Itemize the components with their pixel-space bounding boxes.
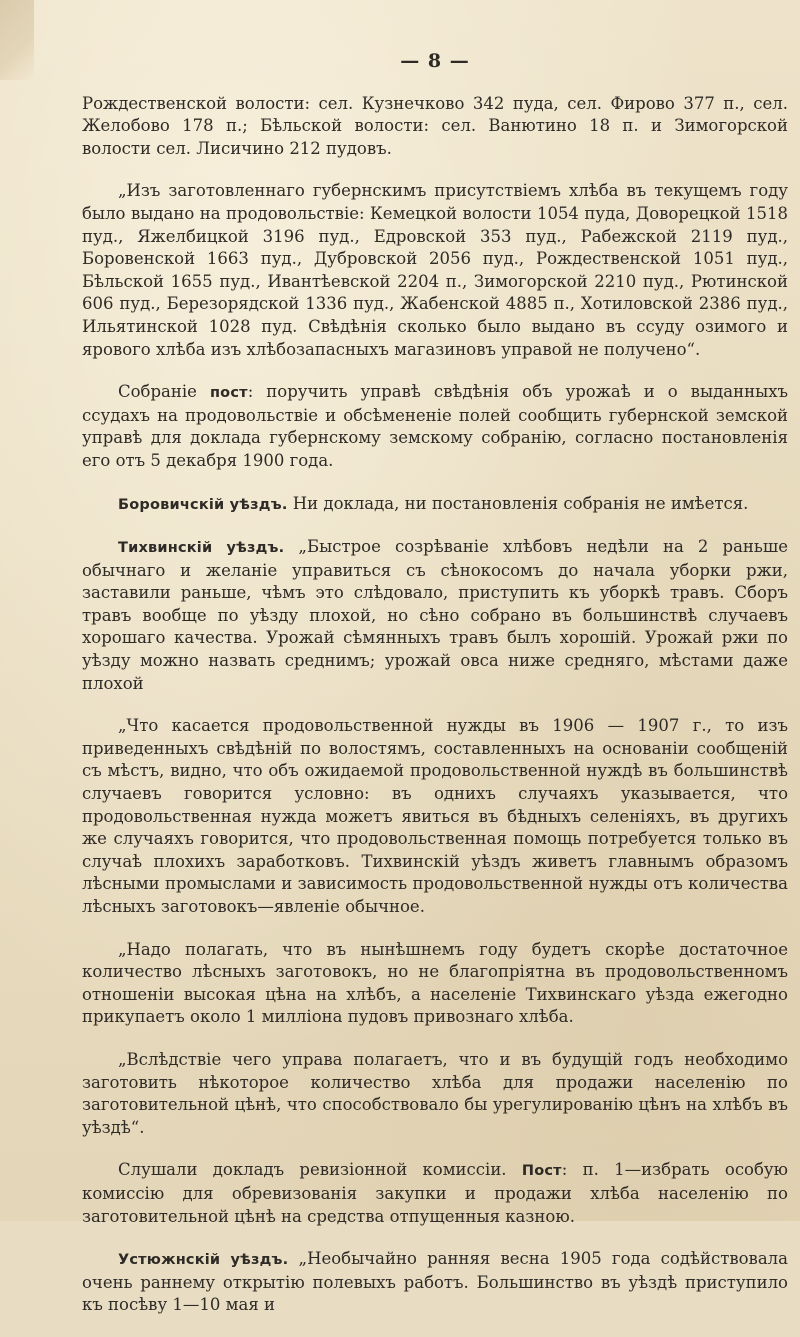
paragraph-3-lead: Собраніе xyxy=(118,382,197,402)
paragraph-9-text: : п. 1—избрать особую комиссію для обревизованія закупки и продажи хлѣба населенію по заготовительной цѣнѣ на средства отпущенныя казною. xyxy=(82,1160,788,1226)
page-content xyxy=(82,50,788,1337)
section-heading-ustyuzhna: Устюжнскій уѣздъ. xyxy=(118,1252,289,1269)
paragraph-6-text: „Что касается продовольственной нужды въ 1906 — 1907 г., то изъ приведенныхъ свѣдѣній по волостямъ, составленныхъ на основаніи сообщеній съ мѣстъ, видно, что объ ожидаемой продовольственной нуждѣ въ большинствѣ случаевъ говорится условно: въ однихъ случаяхъ указывается, что продовольственная нужда можетъ явиться въ бѣдныхъ селеніяхъ, въ другихъ же случаяхъ говорится, что продовольственная помощь потребуется только въ случаѣ плохихъ заработковъ. Тихвинскій уѣздъ живетъ главнымъ образомъ лѣсными промыслами и зависимость продовольственной нужды отъ количества лѣсныхъ заготовокъ—явленіе обычное. xyxy=(82,716,788,916)
section-heading-tikhvin: Тихвинскій уѣздъ. xyxy=(118,540,285,557)
paragraph-3-text: : поручить управѣ свѣдѣнія объ урожаѣ и о выданныхъ ссудахъ на продовольствіе и обсѣмененіе полей сообщить губернской земской управѣ для доклада губернскому земскому собранію, согласно постановленія его отъ 5 декабря 1900 года. xyxy=(82,382,789,470)
section-heading-borovichi: Боровичскій уѣздъ. xyxy=(118,496,288,513)
paragraph-9-lead: Слушали докладъ ревизіонной комиссіи. xyxy=(118,1160,507,1180)
resolution-label-2: Пост xyxy=(521,1163,562,1180)
paragraph-2 xyxy=(82,180,788,361)
paragraph-9 xyxy=(82,1159,788,1228)
paragraph-1 xyxy=(82,93,788,161)
paragraph-tikhvin-text: „Быстрое созрѣваніе хлѣбовъ недѣли на 2 раньше обычнаго и желаніе управиться съ сѣнокосомъ до начала уборки ржи, заставили раньше, чѣмъ это слѣдовало, приступить къ уборкѣ травъ. Сборъ травъ вообще по уѣзду плохой, но сѣно собрано въ большинствѣ случаевъ хорошаго качества. Урожай сѣмянныхъ травъ былъ хорошій. Урожай ржи по уѣзду можно назвать среднимъ; урожай овса ниже средняго, мѣстами даже плохой xyxy=(82,537,788,693)
paragraph-8-text: „Вслѣдствіе чего управа полагаетъ, что и въ будущій годъ необходимо заготовить нѣкоторое количество хлѣба для продажи населенію по заготовительной цѣнѣ, что способствовало бы урегулированію цѣнъ на хлѣбъ въ уѣздѣ“. xyxy=(82,1049,788,1137)
paragraph-3 xyxy=(82,381,788,472)
paragraph-6 xyxy=(82,715,788,918)
paragraph-borovichi xyxy=(82,493,788,517)
paragraph-7-text: „Надо полагать, что въ нынѣшнемъ году будетъ скорѣе достаточное количество лѣсныхъ заготовокъ, но не благопріятна въ продовольственномъ отношеніи высокая цѣна на хлѣбъ, а населеніе Тихвинскаго уѣзда ежегодно прикупаетъ около 1 милліона пудовъ привознаго хлѣба. xyxy=(82,939,788,1027)
paragraph-2-text: „Изъ заготовленнаго губернскимъ присутствіемъ хлѣба въ текущемъ году было выдано на продовольствіе: Кемецкой волости 1054 пуда, Доворецкой 1518 пуд., Яжелбицкой 3196 пуд., Едровской 353 пуд., Рабежской 2119 пуд., Боровенской 1663 пуд., Дубровской 2056 пуд., Рождественской 1051 пуд., Бѣльской 1655 пуд., Ивантѣевской 2204 п., Зимогорской 2210 пуд., Рютинской 606 пуд., Березорядской 1336 пуд., Жабенской 4885 п., Хотиловской 2386 пуд., Ильятинской 1028 пуд. Свѣдѣнія сколько было выдано въ ссуду озимого и ярового хлѣба изъ хлѣбозапасныхъ магазиновъ управой не получено“. xyxy=(82,181,788,359)
paragraph-tikhvin xyxy=(82,536,788,695)
paragraph-ustyuzhna-text: „Необычайно ранняя весна 1905 года содѣйствовала очень раннему открытію полевыхъ работъ. Большинство въ уѣздѣ приступило къ посѣву 1—10 мая и xyxy=(82,1249,789,1315)
torn-corner-decoration xyxy=(0,0,34,80)
paragraph-1-text: Рождественской волости: сел. Кузнечково 342 пуда, сел. Фирово 377 п., сел. Желобово 178 п.; Бѣльской волости: сел. Ванютино 18 п. и Зимогорской волости сел. Лисичино 212 пудовъ. xyxy=(82,93,788,158)
paragraph-borovichi-text: Ни доклада, ни постановленія собранія не имѣется. xyxy=(287,493,749,513)
paragraph-8 xyxy=(82,1049,788,1139)
resolution-label: пост xyxy=(209,385,248,402)
page-number: — 8 — xyxy=(400,50,470,72)
paragraph-7 xyxy=(82,939,788,1029)
paragraph-ustyuzhna xyxy=(82,1248,788,1317)
